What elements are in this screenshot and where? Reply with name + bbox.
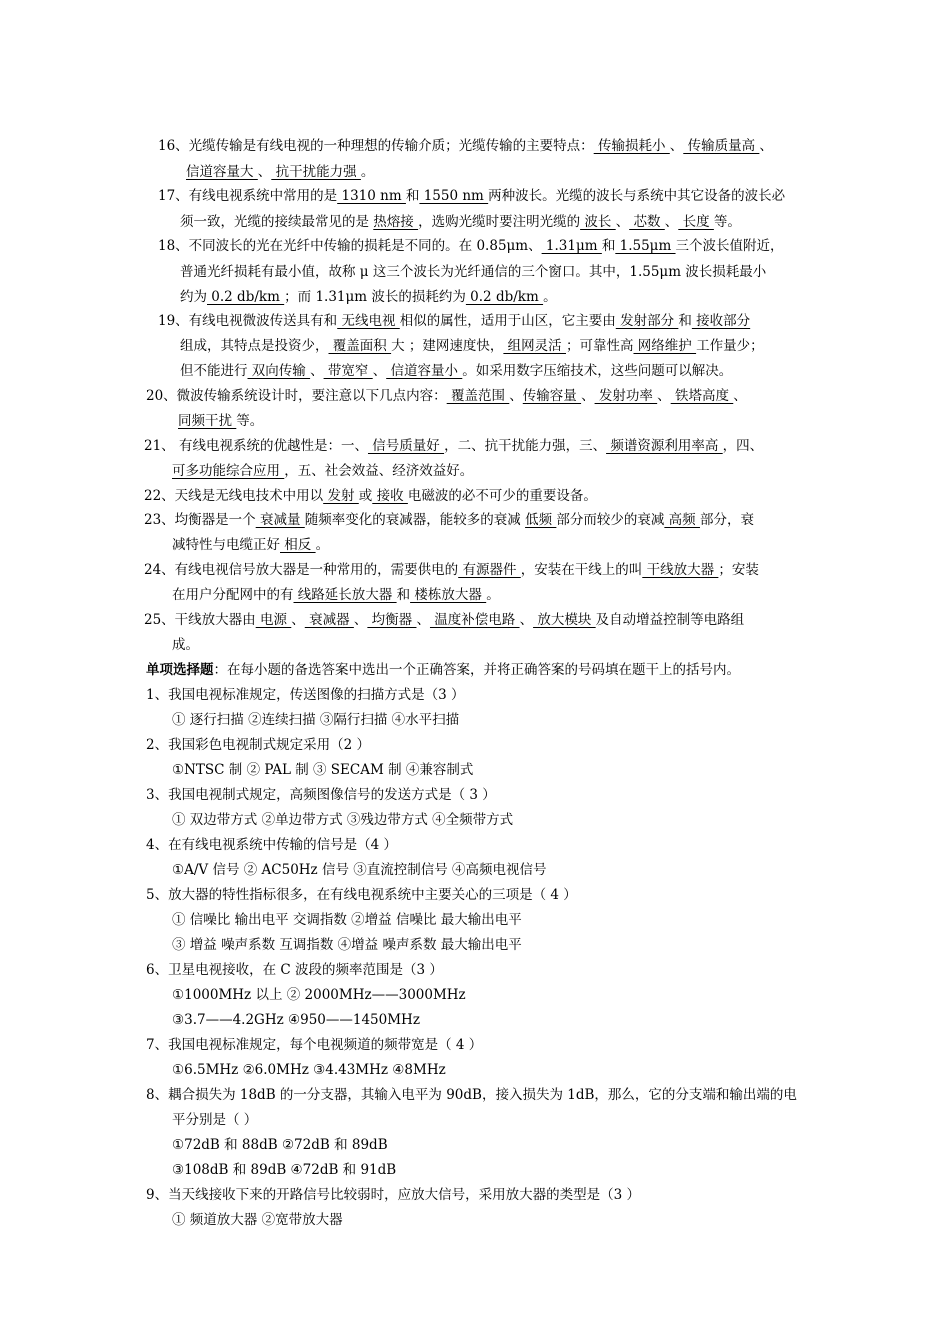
question-q19-line-1 <box>158 311 750 331</box>
question-text: 和 <box>601 238 616 254</box>
question-text: 和 <box>396 587 411 603</box>
choice-c5-options <box>172 910 522 930</box>
answer-blank: 可多功能综合应用 <box>172 463 285 479</box>
answer-blank: 热熔接 <box>373 214 419 230</box>
answer-blank: 长度 <box>678 214 714 230</box>
question-text: 部分，衰 <box>699 512 754 528</box>
question-text: ，二、抗干扰能力强，三、 <box>444 438 607 454</box>
question-text: 减特性与电缆正好 <box>172 537 280 553</box>
answer-blank: 信道容量小 <box>386 363 463 379</box>
question-text: 、 <box>416 612 430 628</box>
question-text: 组成，其特点是投资少， <box>180 338 329 354</box>
answer-blank: 带宽窄 <box>323 363 373 379</box>
answer-blank: 0.2 db/km <box>465 289 544 305</box>
section-heading: 单项选择题 <box>146 662 214 678</box>
question-text: 、 <box>291 612 305 628</box>
question-text: 、 <box>519 612 534 628</box>
question-text: ，安装在干线上的叫 <box>520 562 643 578</box>
choice-c5-stem <box>146 885 577 905</box>
answer-blank: 放大模块 <box>533 612 596 628</box>
question-stem: 4、在有线电视系统中传输的信号是（4 ） <box>146 837 397 853</box>
choice-c9-options <box>172 1210 343 1230</box>
question-stem: 5、放大器的特性指标很多，在有线电视系统中主要关心的三项是（ 4 ） <box>146 887 577 903</box>
choice-c9-stem <box>146 1185 640 1205</box>
question-stem: 6、卫星电视接收，在 C 波段的频率范围是（3 ） <box>146 962 443 978</box>
section-heading-line <box>146 660 740 680</box>
question-text: ，五、社会效益、经济效益好。 <box>284 463 474 479</box>
answer-blank: 1550 nm <box>419 188 489 204</box>
question-text: 或 <box>358 488 373 504</box>
question-text: 、 <box>615 214 630 230</box>
answer-blank: 铁塔高度 <box>670 388 734 404</box>
answer-blank: 楼栋放大器 <box>410 587 487 603</box>
question-text: 随频率变化的衰减器，能较多的衰减 <box>304 512 526 528</box>
question-text: 、 <box>353 612 368 628</box>
question-q25-line-1 <box>144 610 744 630</box>
answer-options: ① 逐行扫描 ②连续扫描 ③隔行扫描 ④水平扫描 <box>172 712 460 728</box>
answer-blank: 同频干扰 <box>178 413 237 429</box>
question-stem: 2、我国彩色电视制式规定采用（2 ） <box>146 737 370 753</box>
choice-c3-options <box>172 810 513 830</box>
answer-blank: 0.2 db/km <box>207 289 285 305</box>
question-text: 相似的属性，适用于山区，它主要由 <box>399 313 616 329</box>
answer-blank: 线路延长放大器 <box>293 587 397 603</box>
answer-blank: 传输容量 <box>522 388 582 404</box>
choice-c4-options <box>172 860 547 880</box>
answer-options: ①1000MHz 以上 ② 2000MHz——3000MHz <box>172 987 466 1003</box>
question-text: 、 <box>657 388 671 404</box>
answer-options: ① 双边带方式 ②单边带方式 ③残边带方式 ④全频带方式 <box>172 812 514 828</box>
question-text: 在用户分配网中的有 <box>172 587 294 603</box>
question-text: 、 <box>509 388 523 404</box>
choice-c6-options <box>172 985 466 1005</box>
choice-c2-options <box>172 760 473 780</box>
question-stem: 8、耦合损失为 18dB 的一分支器，其输入电平为 90dB，接入损失为 1dB，那么，它的分支端和输出端的电 <box>146 1087 797 1103</box>
choice-c6-stem <box>146 960 443 980</box>
question-text: 电磁波的必不可少的重要设备。 <box>407 488 597 504</box>
answer-options: ①6.5MHz ②6.0MHz ③4.43MHz ④8MHz <box>172 1062 446 1078</box>
answer-blank: 衰减器 <box>304 612 354 628</box>
question-q24-line-1 <box>144 560 759 580</box>
answer-options: ③ 增益 噪声系数 互调指数 ④增益 噪声系数 最大输出电平 <box>172 937 522 953</box>
question-text: ，选购光缆时要注明光缆的 <box>418 214 581 230</box>
question-text: 普通光纤损耗有最小值，故称 μ 这三个波长为光纤通信的三个窗口。其中，1.55μm 波长损耗最小 <box>180 264 767 280</box>
question-text: 、 <box>664 214 679 230</box>
choice-c1-stem <box>146 685 464 705</box>
question-text: 、 <box>310 363 324 379</box>
question-q22-line-1 <box>144 486 597 506</box>
answer-blank: 传输损耗小 <box>593 138 670 154</box>
question-text: 、 <box>581 388 595 404</box>
question-q24-line-2 <box>172 585 500 605</box>
question-text: ；而 1.31μm 波长的损耗约为 <box>284 289 466 305</box>
question-text: 、 <box>372 363 387 379</box>
answer-options: ①A/V 信号 ② AC50Hz 信号 ③直流控制信号 ④高频电视信号 <box>172 862 547 878</box>
question-text: 。 <box>543 289 557 305</box>
question-text: 三个波长值附近， <box>675 238 784 254</box>
answer-blank: 温度补偿电路 <box>429 612 520 628</box>
choice-c8-options <box>172 1135 388 1155</box>
question-text: 约为 <box>180 289 207 305</box>
answer-blank: 芯数 <box>629 214 665 230</box>
question-q19-line-3 <box>180 361 732 381</box>
question-text: 25、干线放大器由 <box>144 612 256 628</box>
answer-blank: 抗干扰能力强 <box>271 164 361 180</box>
question-text: 17、有线电视系统中常用的是 <box>158 188 338 204</box>
question-text: 、 <box>759 138 773 154</box>
answer-blank: 双向传输 <box>247 363 311 379</box>
answer-blank: 衰减量 <box>255 512 305 528</box>
question-q17-line-2 <box>180 212 741 232</box>
answer-blank: 干线放大器 <box>642 562 719 578</box>
question-stem: 9、当天线接收下来的开路信号比较弱时，应放大信号，采用放大器的类型是（3 ） <box>146 1187 640 1203</box>
question-text: 20、微波传输系统设计时，要注意以下几点内容： <box>146 388 447 404</box>
question-text: 、 <box>669 138 684 154</box>
answer-blank: 接收部分 <box>691 313 751 329</box>
answer-blank: 传输质量高 <box>683 138 760 154</box>
choice-c2-stem <box>146 735 370 755</box>
question-q18-line-1 <box>158 236 784 256</box>
question-q20-line-1 <box>146 386 747 406</box>
question-text: 。 <box>360 164 375 180</box>
answer-blank: 电源 <box>255 612 292 628</box>
question-q23-line-1 <box>144 510 754 530</box>
question-text: 和 <box>678 313 692 329</box>
choice-c3-stem <box>146 785 496 805</box>
question-text: 22、天线是无线电技术中用以 <box>144 488 324 504</box>
question-q16-line-1 <box>158 136 773 156</box>
question-text: 19、有线电视微波传送具有和 <box>158 313 338 329</box>
question-text: 等。 <box>236 413 264 429</box>
question-text: 及自动增益控制等电路组 <box>595 612 745 628</box>
answer-blank: 覆盖面积 <box>328 338 392 354</box>
answer-options: ① 频道放大器 ②宽带放大器 <box>172 1212 343 1228</box>
question-q20-line-2 <box>178 411 263 431</box>
question-q18-line-2 <box>180 262 766 282</box>
question-text: 24、有线电视信号放大器是一种常用的，需要供电的 <box>144 562 459 578</box>
choice-c1-options <box>172 710 459 730</box>
question-stem: 1、我国电视标准规定，传送图像的扫描方式是（3 ） <box>146 687 465 703</box>
answer-blank: 网络维护 <box>633 338 697 354</box>
choice-c8-stem <box>146 1085 797 1105</box>
answer-options: ③3.7——4.2GHz ④950——1450MHz <box>172 1012 420 1028</box>
section-instruction: ：在每小题的备选答案中选出一个正确答案，并将正确答案的号码填在题干上的括号内。 <box>213 662 740 678</box>
question-text: 16、光缆传输是有线电视的一种理想的传输介质；光缆传输的主要特点： <box>158 138 594 154</box>
answer-blank: 组网灵活 <box>503 338 566 354</box>
choice-c7-stem <box>146 1035 482 1055</box>
answer-blank: 低频 <box>525 512 557 528</box>
answer-blank: 波长 <box>580 214 616 230</box>
answer-blank: 发射功率 <box>594 388 658 404</box>
answer-blank: 发射部分 <box>615 313 679 329</box>
choice-c7-options <box>172 1060 446 1080</box>
question-text: 。如采用数字压缩技术，这些问题可以解决。 <box>462 363 733 379</box>
answer-options: ①NTSC 制 ② PAL 制 ③ SECAM 制 ④兼容制式 <box>172 762 474 778</box>
question-text: 23、均衡器是一个 <box>144 512 256 528</box>
question-q21-line-1 <box>144 436 763 456</box>
question-q16-line-2 <box>186 162 374 182</box>
question-text: 。 <box>315 537 330 553</box>
choice-c6-options <box>172 1010 420 1030</box>
question-q21-line-2 <box>172 461 473 481</box>
question-text: 。 <box>486 587 500 603</box>
question-stem: 平分别是（ ） <box>172 1112 258 1128</box>
choice-c4-stem <box>146 835 397 855</box>
answer-blank: 频谱资源利用率高 <box>606 438 723 454</box>
answer-blank: 覆盖范围 <box>446 388 510 404</box>
question-text: 两种波长。光缆的波长与系统中其它设备的波长必 <box>488 188 786 204</box>
question-text: 但不能进行 <box>180 363 248 379</box>
question-text: 部分而较少的衰减 <box>556 512 665 528</box>
answer-options: ①72dB 和 88dB ②72dB 和 89dB <box>172 1137 388 1153</box>
question-text: 工作量少； <box>696 338 764 354</box>
answer-blank: 信号质量好 <box>367 438 445 454</box>
answer-blank: 无线电视 <box>337 313 400 329</box>
answer-options: ③108dB 和 89dB ④72dB 和 91dB <box>172 1162 397 1178</box>
question-text: 须一致，光缆的接续最常见的是 <box>180 214 374 230</box>
answer-blank: 信道容量大 <box>186 164 258 180</box>
question-text: 、 <box>257 164 272 180</box>
question-q18-line-3 <box>180 287 557 307</box>
answer-blank: 发射 <box>323 488 359 504</box>
question-text: ；可靠性高 <box>565 338 634 354</box>
answer-blank: 相反 <box>280 537 316 553</box>
question-q23-line-2 <box>172 535 329 555</box>
choice-c8-stem <box>172 1110 257 1130</box>
question-stem: 7、我国电视标准规定，每个电视频道的频带宽是（ 4 ） <box>146 1037 483 1053</box>
question-text: 和 <box>405 188 420 204</box>
question-text: ，四、 <box>722 438 764 454</box>
question-text: 等。 <box>713 214 741 230</box>
answer-blank: 高频 <box>664 512 700 528</box>
question-q17-line-1 <box>158 186 785 206</box>
question-text: ；安装 <box>718 562 759 578</box>
question-text: 、 <box>733 388 747 404</box>
question-stem: 3、我国电视制式规定，高频图像信号的发送方式是（ 3 ） <box>146 787 496 803</box>
answer-blank: 1310 nm <box>337 188 406 204</box>
question-text: 成。 <box>172 637 199 653</box>
answer-blank: 有源器件 <box>458 562 521 578</box>
choice-c8-options <box>172 1160 396 1180</box>
answer-blank: 接收 <box>372 488 408 504</box>
answer-options: ① 信噪比 输出电平 交调指数 ②增益 信噪比 最大输出电平 <box>172 912 522 928</box>
answer-blank: 均衡器 <box>367 612 417 628</box>
question-text: 18、不同波长的光在光纤中传输的损耗是不同的。在 0.85μm、 <box>158 238 542 254</box>
question-text: 21、 有线电视系统的优越性是：一、 <box>144 438 368 454</box>
answer-blank: 1.55μm <box>615 238 676 254</box>
answer-blank: 1.31μm <box>541 238 602 254</box>
question-text: 大 ；建网速度快， <box>391 338 504 354</box>
choice-c5-options <box>172 935 522 955</box>
question-q25-line-2 <box>172 635 199 655</box>
question-q19-line-2 <box>180 336 764 356</box>
